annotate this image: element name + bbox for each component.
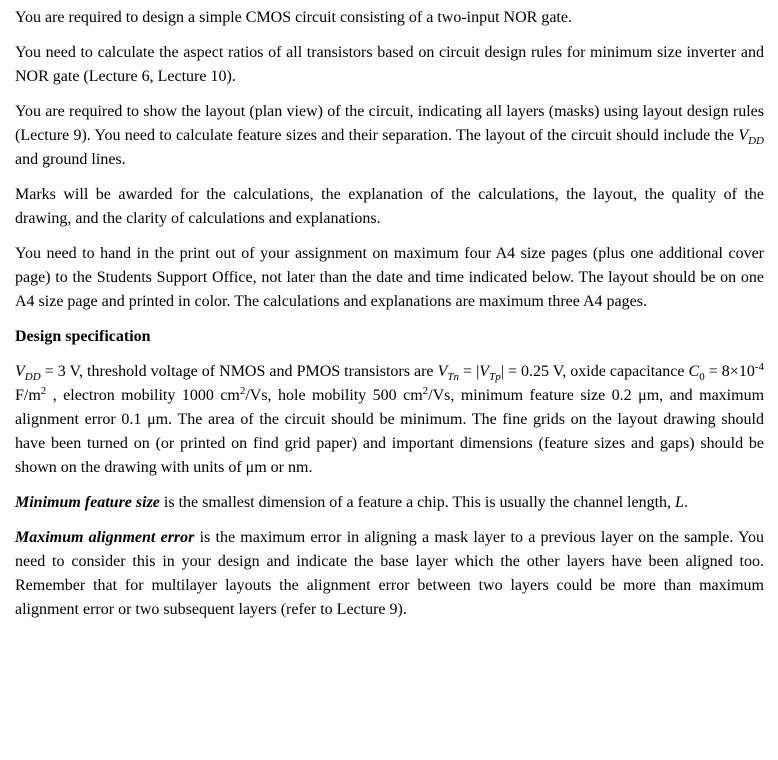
paragraph — [15, 100, 764, 172]
text-run: Tp — [489, 371, 501, 383]
text-run: You need to hand in the print out of your assignment on maximum four A4 size pages (plus one additional cover page) to the Students Support Office, not later than the date and time indicated below. The layout should be on one A4 size page and printed in color. The calculations and explanations are maximum three A4 pages. — [15, 245, 764, 310]
section-heading — [15, 325, 764, 349]
text-run: Tn — [447, 371, 459, 383]
text-run: V — [437, 363, 448, 380]
text-run: You need to calculate the aspect ratios of all transistors based on circuit design rules for minimum size inverter and NOR gate (Lecture 6, Lecture 10). — [15, 44, 764, 85]
text-run: L — [675, 494, 684, 511]
text-run: is the maximum error in aligning a mask layer to a previous layer on the sample. You need to consider this in your design and indicate the base layer which the other layers have been aligned too. Remember that for multilayer layouts the alignment error between two layers could be more than maximum alignment error or two subsequent layers (refer to Lecture 9). — [15, 529, 764, 618]
text-run: . — [683, 494, 688, 511]
text-run: Maximum alignment error — [15, 529, 195, 546]
text-run: DD — [748, 135, 764, 147]
paragraph — [15, 41, 764, 89]
text-run: V — [738, 127, 749, 144]
text-run: 2 — [239, 385, 246, 397]
text-run: C — [688, 363, 700, 380]
text-run: V — [479, 363, 490, 380]
text-run: V — [15, 363, 25, 380]
text-run: Marks will be awarded for the calculations, the explanation of the calculations, the layout, the quality of the drawing, and the clarity of calculations and explanations. — [15, 186, 764, 227]
paragraph — [15, 360, 764, 480]
text-run: -4 — [754, 361, 765, 373]
text-run: = 3 V, threshold voltage of NMOS and PMOS transistors are — [40, 363, 438, 380]
text-run: = 8×10 — [704, 363, 755, 380]
text-run: is the smallest dimension of a feature a chip. This is usually the channel length, — [159, 494, 676, 511]
text-run: and ground lines. — [15, 151, 126, 168]
text-run: | = 0.25 V, oxide capacitance — [500, 363, 689, 380]
text-run: F/m — [15, 387, 41, 404]
paragraph — [15, 491, 764, 515]
text-run: = | — [458, 363, 480, 380]
text-run: 2 — [40, 385, 47, 397]
text-run: 2 — [422, 385, 429, 397]
text-run: You are required to design a simple CMOS circuit consisting of a two-input NOR gate. — [15, 9, 572, 26]
paragraph — [15, 242, 764, 314]
text-run: DD — [24, 371, 41, 383]
text-run: /Vs, minimum feature size 0.2 μm, and maximum alignment error 0.1 μm. The area of the circuit should be minimum. The fine grids on the layout drawing should have been turned on (or printed on find grid paper) and important dimensions (feature sizes and gaps) should be shown on the drawing with units of μm or nm. — [15, 387, 765, 476]
text-run: 0 — [699, 371, 705, 383]
text-run: Minimum feature size — [15, 494, 160, 511]
paragraph — [15, 6, 764, 30]
paragraph — [15, 183, 764, 231]
text-run: /Vs, hole mobility 500 cm — [245, 387, 423, 404]
text-run: You are required to show the layout (plan view) of the circuit, indicating all layers (masks) using layout design rules (Lecture 9). You need to calculate feature sizes and their separation. The layout of the circuit should include the — [15, 103, 764, 144]
document — [15, 6, 764, 622]
text-run: , electron mobility 1000 cm — [46, 387, 240, 404]
paragraph — [15, 526, 764, 622]
text-run: Design specification — [15, 328, 151, 345]
